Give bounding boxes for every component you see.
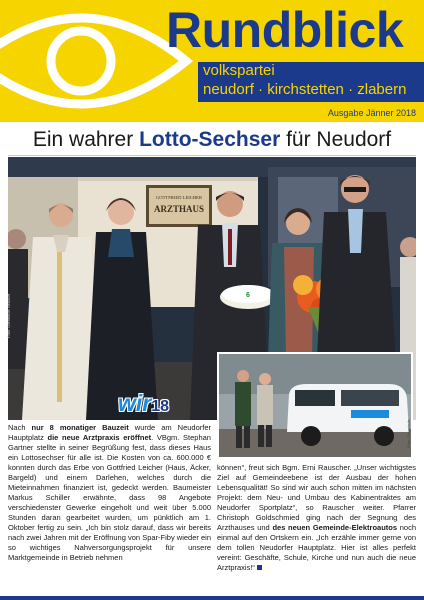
wir18-logo-number: 18	[151, 398, 170, 415]
article-text: können“, freut sich Bgm. Erni Rauscher. „Unser wichtigstes Ziel auf Gemeindeebene ist der Ausbau der hohen Lebensqualität! So sind wir auch schon mitten im nächsten Projekt: dem Neu- und Umbau des Kabinentraktes am Neudorfer Sportplatz“, so Rauscher weiter. Pfarrer Christoph Goldschmied ging nach der Segnung des Arzthauses und	[217, 463, 416, 532]
article-text: wurde am Neudorfer Hauptplatz	[8, 423, 212, 442]
article-bold-text: die neue Arztpraxis eröffnet	[47, 433, 152, 442]
sign-title: ARZTHAUS	[153, 204, 205, 214]
headline-part-1: Ein wahrer	[32, 128, 140, 151]
article-bold-text: nur 8 monatiger Bauzeit	[31, 423, 129, 432]
inset-photo-credit: Foto: Gemeinde	[406, 419, 411, 448]
article-bold-text: des neuen Gemeinde-Elektroautos	[272, 523, 398, 532]
masthead-places: neudorf · kirchstetten · zlabern	[203, 81, 407, 98]
masthead	[0, 0, 424, 122]
article-text: noch einmal auf den Ortskern ein. „Ich erzähle immer gerne von dem tollen Neudorfer Hauptplatz. Hier ist alles perfekt vereint: Geschäfte, Schule, Kirche und nun auch die neue Arztpraxis!“	[217, 523, 416, 572]
article-headline	[0, 126, 424, 154]
article-end-mark-icon	[257, 565, 262, 570]
headline-divider	[8, 155, 416, 156]
article-text: . VBgm. Stephan Gartner stellte in seiner Begrüßung fest, dass dieses Haus ein Lottosechser für alle ist. Die Kosten von ca. 600.000 € konnten durch das Erbe von Gottfried Leicher (Haus, Äcker, Bargeld) und einem Darlehen, welches durch die Mieteinnahmen finanziert ist, gedeckt werden. Baumeister Markus Schiller erwähnte, dass 98 Angebote verschiedenster Gewerke eingeholt und weit über 5.000 Stunden daran gearbeitet wurden, um pünktlich am 1. Oktober fertig zu sein. „Ich bin stolz darauf, dass wir bereits nach zwei Jahren mit der Eröffnung von Spar-Fiby wieder ein so wichtiges Nahversorgungsprojekt für unsere Marktgemeinde in Betrieb nehmen	[8, 433, 211, 562]
wir18-logo	[118, 390, 169, 420]
article-body-right-column	[217, 463, 416, 573]
article-text: Nach	[8, 423, 32, 432]
headline-highlight: Lotto-Sechser	[139, 128, 281, 151]
sign-name: GOTTFRIED LEICHER	[155, 195, 203, 200]
wir18-logo-text: wir	[118, 390, 152, 416]
issue-date: Ausgabe Jänner 2018	[327, 108, 416, 118]
masthead-party: volkspartei	[203, 62, 275, 79]
lotto-cake	[220, 285, 276, 309]
svg-text:6: 6	[246, 292, 250, 299]
masthead-title: Rundblick	[166, 2, 404, 58]
article-body-left-column	[8, 423, 211, 563]
photo-credit: Foto: Gemeinde Neudorf	[6, 293, 11, 338]
page-bottom-rule	[0, 596, 424, 600]
inset-photo-electric-car	[217, 352, 413, 459]
headline-part-2: für Neudorf	[280, 128, 392, 151]
